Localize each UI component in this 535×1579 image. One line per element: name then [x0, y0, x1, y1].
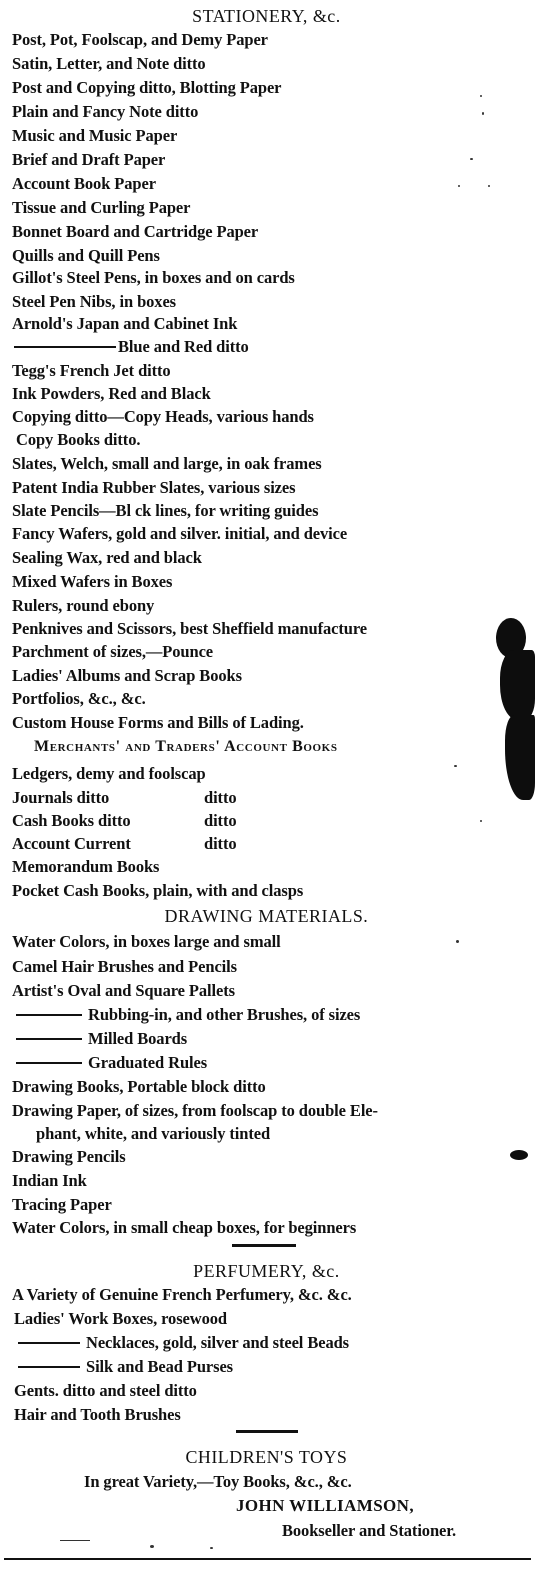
- stationery-item: Mixed Wafers in Boxes: [12, 572, 173, 591]
- bottom-rule: [4, 1558, 531, 1560]
- stationery-item: Arnold's Japan and Cabinet Ink: [12, 314, 238, 333]
- ink-blot: [500, 650, 535, 720]
- ditto-dash: [16, 1062, 82, 1064]
- stationery-item: Slates, Welch, small and large, in oak frames: [12, 454, 322, 473]
- print-speck: [480, 95, 482, 97]
- drawing-item: Drawing Paper, of sizes, from foolscap to double Ele-: [12, 1101, 378, 1120]
- stationery-item: Ladies' Albums and Scrap Books: [12, 666, 242, 685]
- account-item: Memorandum Books: [12, 857, 160, 876]
- ink-blot: [510, 1150, 528, 1160]
- stationery-item: Portfolios, &c., &c.: [12, 689, 146, 708]
- perfumery-item: Necklaces, gold, silver and steel Beads: [86, 1333, 349, 1352]
- print-speck: [480, 820, 482, 822]
- stationery-item: Quills and Quill Pens: [12, 246, 160, 265]
- ditto-dash: [18, 1342, 80, 1344]
- section-divider: [232, 1244, 296, 1247]
- account-books-heading: Merchants' and Traders' Account Books: [34, 738, 338, 755]
- stationery-item: Custom House Forms and Bills of Lading.: [12, 713, 304, 732]
- drawing-item: phant, white, and variously tinted: [36, 1124, 271, 1143]
- drawing-item: Water Colors, in small cheap boxes, for beginners: [12, 1218, 357, 1237]
- drawing-item: Artist's Oval and Square Pallets: [12, 981, 235, 1000]
- print-speck: [482, 112, 484, 115]
- drawing-item: Rubbing-in, and other Brushes, of sizes: [88, 1005, 361, 1024]
- print-speck: [488, 185, 490, 187]
- perfumery-item: A Variety of Genuine French Perfumery, &c. &c.: [12, 1285, 352, 1304]
- toys-heading: CHILDREN'S TOYS: [185, 1447, 348, 1467]
- stationery-item: Patent India Rubber Slates, various sizes: [12, 478, 296, 497]
- stationery-item: Tegg's French Jet ditto: [12, 361, 171, 380]
- stationery-item: Music and Music Paper: [12, 126, 178, 145]
- drawing-item: Tracing Paper: [12, 1195, 112, 1214]
- stationery-item: Ink Powders, Red and Black: [12, 384, 211, 403]
- account-item: Cash Books ditto: [12, 811, 131, 830]
- ditto-mark: ditto: [204, 811, 237, 830]
- signature-title: Bookseller and Stationer.: [282, 1521, 456, 1540]
- stationery-item: Post, Pot, Foolscap, and Demy Paper: [12, 30, 268, 49]
- stationery-item: Sealing Wax, red and black: [12, 548, 202, 567]
- account-item: Pocket Cash Books, plain, with and clasps: [12, 881, 304, 900]
- stationery-item: Parchment of sizes,—Pounce: [12, 642, 214, 661]
- ditto-dash: [16, 1038, 82, 1040]
- drawing-item: Indian Ink: [12, 1171, 87, 1190]
- drawing-item: Milled Boards: [88, 1029, 188, 1048]
- stationery-item: Copying ditto—Copy Heads, various hands: [12, 407, 314, 426]
- toys-line: In great Variety,—Toy Books, &c., &c.: [84, 1472, 352, 1491]
- drawing-item: Camel Hair Brushes and Pencils: [12, 957, 237, 976]
- ditto-dash: [16, 1014, 82, 1016]
- stationery-item: Post and Copying ditto, Blotting Paper: [12, 78, 282, 97]
- stationery-item: Penknives and Scissors, best Sheffield manufacture: [12, 619, 367, 638]
- stationery-heading: STATIONERY, &c.: [192, 6, 341, 26]
- perfumery-heading: PERFUMERY, &c.: [193, 1261, 340, 1281]
- print-speck: [470, 158, 473, 160]
- stationery-item: Account Book Paper: [12, 174, 156, 193]
- account-item: Account Current: [12, 834, 131, 853]
- drawing-item: Graduated Rules: [88, 1053, 208, 1072]
- print-speck: [456, 940, 459, 943]
- stationery-item: Steel Pen Nibs, in boxes: [12, 292, 176, 311]
- drawing-heading: DRAWING MATERIALS.: [164, 906, 369, 926]
- stationery-item: Brief and Draft Paper: [12, 150, 166, 169]
- perfumery-item: Silk and Bead Purses: [86, 1357, 233, 1376]
- stationery-item: Rulers, round ebony: [12, 596, 155, 615]
- account-item: Ledgers, demy and foolscap: [12, 764, 206, 783]
- stationery-item: Copy Books ditto.: [16, 430, 141, 449]
- print-speck: [150, 1545, 154, 1548]
- stationery-item: Satin, Letter, and Note ditto: [12, 54, 206, 73]
- ditto-dash: [14, 346, 116, 348]
- print-speck: [60, 1540, 90, 1541]
- print-speck: [210, 1547, 213, 1549]
- drawing-item: Water Colors, in boxes large and small: [12, 932, 281, 951]
- stationery-item: Blue and Red ditto: [118, 337, 249, 356]
- stationery-item: Gillot's Steel Pens, in boxes and on cards: [12, 268, 295, 287]
- ink-blot: [505, 715, 535, 800]
- section-divider: [236, 1430, 298, 1433]
- ditto-mark: ditto: [204, 788, 237, 807]
- stationery-item: Slate Pencils—Bl ck lines, for writing guides: [12, 501, 319, 520]
- drawing-item: Drawing Books, Portable block ditto: [12, 1077, 266, 1096]
- perfumery-item: Gents. ditto and steel ditto: [14, 1381, 197, 1400]
- perfumery-item: Ladies' Work Boxes, rosewood: [14, 1309, 227, 1328]
- stationery-item: Fancy Wafers, gold and silver. initial, and device: [12, 524, 348, 543]
- ditto-dash: [18, 1366, 80, 1368]
- perfumery-item: Hair and Tooth Brushes: [14, 1405, 181, 1424]
- signature-name: JOHN WILLIAMSON,: [236, 1496, 415, 1515]
- account-item: Journals ditto: [12, 788, 110, 807]
- print-speck: [454, 765, 457, 767]
- stationery-item: Plain and Fancy Note ditto: [12, 102, 199, 121]
- stationery-item: Tissue and Curling Paper: [12, 198, 191, 217]
- print-speck: [458, 185, 460, 187]
- stationery-item: Bonnet Board and Cartridge Paper: [12, 222, 259, 241]
- ditto-mark: ditto: [204, 834, 237, 853]
- drawing-item: Drawing Pencils: [12, 1147, 126, 1166]
